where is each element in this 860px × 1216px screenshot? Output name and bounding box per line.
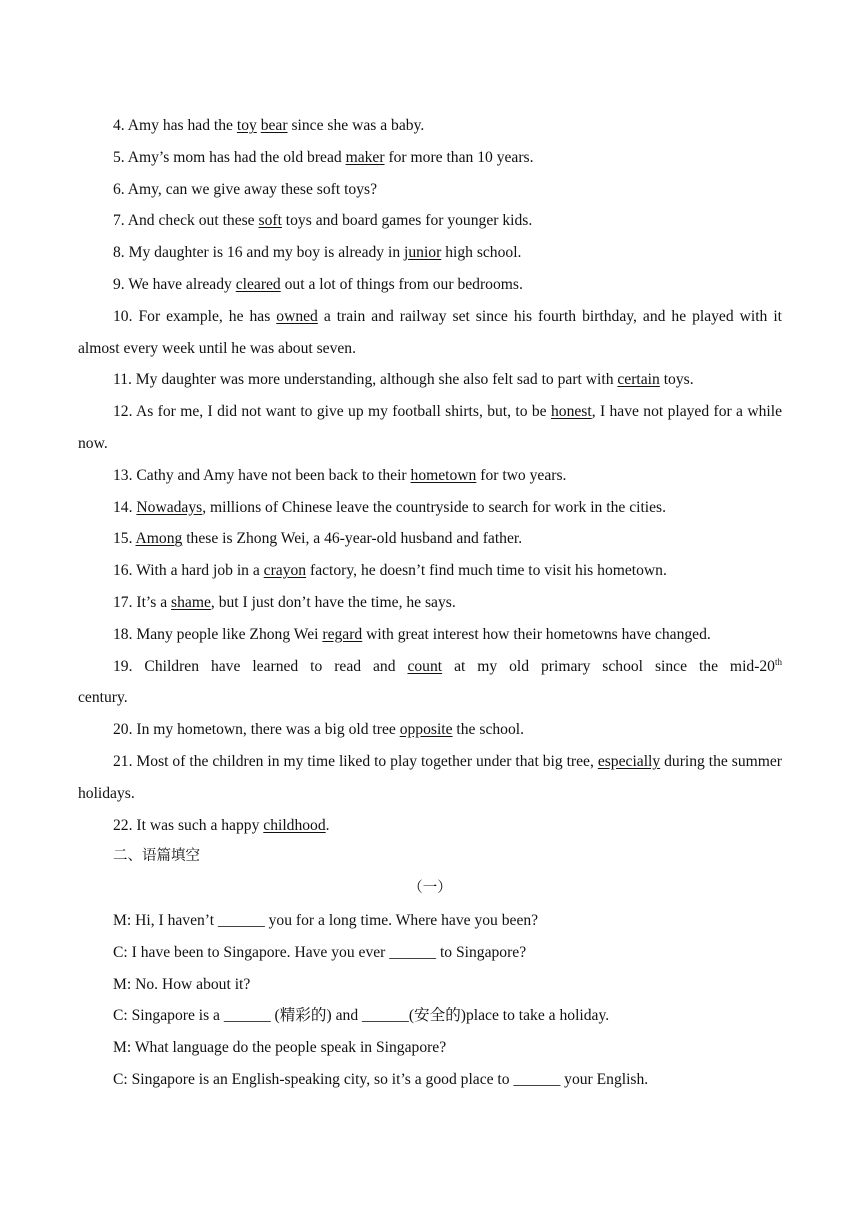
section-heading: 二、语篇填空 (113, 848, 200, 865)
sentence-13: 13. Cathy and Amy have not been back to their hometown for two years. (113, 466, 567, 484)
sentence-12: 12. As for me, I did not want to give up my football shirts, but, to be honest, I have not played for a while now. (78, 403, 782, 452)
dialogue-line: M: Hi, I haven’t ______ you for a long time. Where have you been? (113, 911, 539, 929)
dialogue-line: C: Singapore is an English-speaking city, so it’s a good place to ______ your English. (113, 1070, 649, 1088)
sentence-8: 8. My daughter is 16 and my boy is already in junior high school. (113, 244, 522, 262)
sentence-19: 19. Children have learned to read and count at my old primary school since the mid-20th century. (78, 656, 782, 707)
sentence-7: 7. And check out these soft toys and board games for younger kids. (113, 212, 533, 230)
dialogue-line: M: No. How about it? (113, 975, 251, 993)
sentence-5: 5. Amy’s mom has had the old bread maker for more than 10 years. (113, 148, 534, 166)
sentence-16: 16. With a hard job in a crayon factory, he doesn’t find much time to visit his hometown. (113, 562, 667, 580)
document-page (78, 110, 782, 1096)
sentence-17: 17. It’s a shame, but I just don’t have the time, he says. (113, 593, 456, 611)
dialogue-line: C: Singapore is a ______ (精彩的) and ______(安全的)place to take a holiday. (113, 1007, 610, 1025)
sentence-10: 10. For example, he has owned a train and railway set since his fourth birthday, and he played with it almost every week until he was about seven. (78, 307, 782, 357)
sentence-18: 18. Many people like Zhong Wei regard with great interest how their hometowns have changed. (113, 625, 711, 643)
section-subheading: （一） (408, 880, 452, 897)
sentence-15: 15. Among these is Zhong Wei, a 46-year-old husband and father. (113, 530, 523, 548)
sentence-22: 22. It was such a happy childhood. (113, 816, 330, 834)
sentence-6: 6. Amy, can we give away these soft toys? (113, 180, 378, 198)
sentence-20: 20. In my hometown, there was a big old tree opposite the school. (113, 721, 524, 739)
sentence-4: 4. Amy has had the toy bear since she was a baby. (113, 117, 425, 134)
sentence-9: 9. We have already cleared out a lot of things from our bedrooms. (113, 275, 523, 293)
dialogue-line: C: I have been to Singapore. Have you ever ______ to Singapore? (113, 943, 527, 961)
sentence-14: 14. Nowadays, millions of Chinese leave the countryside to search for work in the cities. (113, 498, 667, 516)
sentence-21: 21. Most of the children in my time liked to play together under that big tree, especially during the summer holidays. (78, 752, 782, 802)
dialogue-line: M: What language do the people speak in Singapore? (113, 1039, 447, 1057)
sentence-11: 11. My daughter was more understanding, although she also felt sad to part with certain toys. (113, 371, 694, 389)
